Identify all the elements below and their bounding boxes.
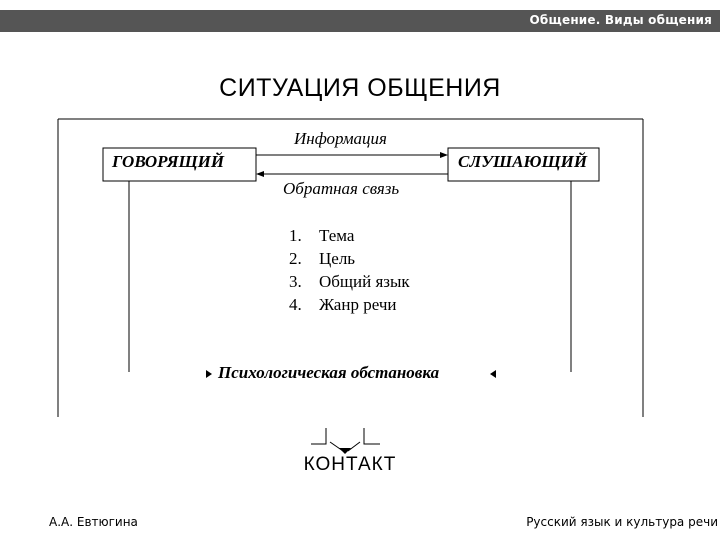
diagram-title: СИТУАЦИЯ ОБЩЕНИЯ — [219, 74, 501, 102]
list-item: 4. Жанр речи — [289, 295, 397, 314]
contact-label: КОНТАКТ — [303, 454, 397, 475]
list-item: 3. Общий язык — [289, 272, 410, 291]
contact-arrow-left — [311, 428, 326, 444]
list-item: 2. Цель — [289, 249, 356, 268]
environment-label: Психологическая обстановка — [218, 363, 440, 382]
contact-arrow-right — [364, 428, 380, 444]
header-title: Общение. Виды общения — [529, 13, 712, 27]
feedback-arrow-label: Обратная связь — [283, 179, 400, 198]
footer-author: А.А. Евтюгина — [49, 515, 138, 529]
env-arrow-right — [490, 370, 496, 378]
info-arrow-head — [440, 152, 448, 158]
factors-list — [289, 224, 410, 316]
listener-label: СЛУШАЮЩИЙ — [458, 152, 588, 171]
list-item: 1. Тема — [289, 226, 355, 245]
info-arrow-label: Информация — [294, 129, 387, 148]
footer-course: Русский язык и культура речи — [526, 515, 718, 529]
env-arrow-left — [206, 370, 212, 378]
feedback-arrow-head — [256, 171, 264, 177]
contact-arrow-diag-right — [348, 442, 360, 451]
speaker-label: ГОВОРЯЩИЙ — [112, 152, 225, 171]
